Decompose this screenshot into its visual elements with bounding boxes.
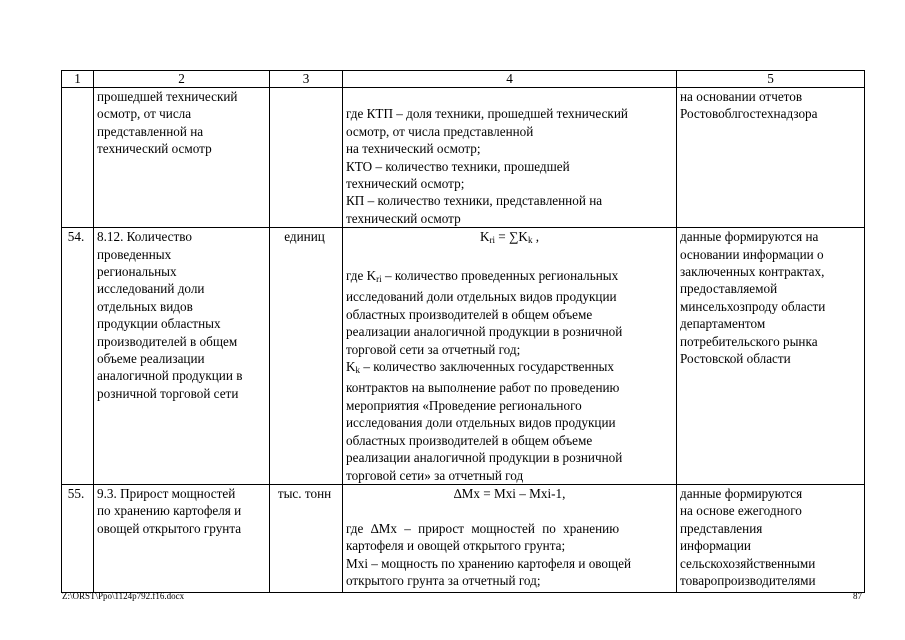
text-line: [346, 267, 673, 288]
subscript: k: [355, 365, 361, 376]
header-cell-1: 1: [62, 71, 94, 88]
text-line: реализации аналогичной продукции в розничной: [346, 324, 623, 340]
text-line: производителей в общем: [97, 333, 238, 349]
text-line: продукции областных: [97, 316, 221, 332]
text-line: минсельхозпроду области: [680, 298, 826, 314]
text-line: открытого грунта за отчетный год;: [346, 572, 541, 588]
text-line: проведенных: [97, 246, 172, 262]
formula: [346, 228, 673, 249]
text-line: областных производителей в общем объеме: [346, 306, 593, 322]
text-line: мероприятия «Проведение регионального: [346, 397, 582, 413]
text-line: исследований доли: [97, 281, 205, 297]
footer-file-path: Z:\ORST\Ppo\1124p792.f16.docx: [62, 591, 185, 601]
formula-subscript: k: [527, 235, 533, 246]
row-number-cell: [62, 88, 94, 228]
text-line: сельскохозяйственными: [680, 555, 816, 571]
text-line: заключенных контрактах,: [680, 264, 825, 280]
text-line: 9.3. Прирост мощностей: [97, 485, 236, 501]
formula-subscript: ri: [489, 235, 495, 246]
table-row-55: [62, 484, 865, 592]
text-line: Ростовской области: [680, 351, 791, 367]
text-line: представленной на: [97, 123, 204, 139]
indicator-name-cell: [94, 484, 270, 592]
row-number-cell: 54.: [62, 228, 94, 485]
text-line: данные формируются: [680, 485, 803, 501]
subscript: ri: [376, 274, 382, 285]
unit-cell: единиц: [270, 228, 343, 485]
text-line: на основании отчетов: [680, 89, 803, 104]
text-line: отдельных видов: [97, 298, 193, 314]
text-line: где ∆Мх – прирост мощностей по хранению: [346, 520, 620, 536]
text-line: Ростовоблгостехнадзора: [680, 106, 818, 122]
table-row-54: [62, 228, 865, 485]
text-line: торговой сети за отчетный год;: [346, 341, 521, 357]
text-line: информации: [680, 538, 751, 554]
text-line: потребительского рынка: [680, 333, 818, 349]
header-cell-5: 5: [677, 71, 865, 88]
text-line: на технический осмотр;: [346, 141, 481, 157]
text-line: технический осмотр;: [346, 176, 465, 192]
text-line: товаропроизводителями: [680, 572, 816, 588]
unit-cell: [270, 88, 343, 228]
text-line: основании информации о: [680, 246, 824, 262]
text-line: на основе ежегодного: [680, 503, 802, 519]
text-line: овощей открытого грунта: [97, 520, 242, 536]
text-part: – количество заключенных государственных: [360, 359, 615, 375]
text-part: K: [346, 359, 356, 375]
unit-cell: тыс. тонн: [270, 484, 343, 592]
page-number: 87: [853, 591, 862, 601]
text-line: осмотр, от числа представленной: [346, 123, 534, 139]
text-line: объеме реализации: [97, 351, 205, 367]
table-row-continued: [62, 88, 865, 228]
header-cell-3: 3: [270, 71, 343, 88]
text-line: технический осмотр: [346, 210, 461, 226]
text-line: Мхi – мощность по хранению картофеля и овощей: [346, 555, 632, 571]
text-line: [346, 358, 673, 379]
indicator-name-cell: [94, 228, 270, 485]
formula-part: ,: [532, 229, 540, 245]
source-cell: [677, 228, 865, 485]
row-number-cell: 55.: [62, 484, 94, 592]
text-line: региональных: [97, 264, 177, 280]
method-cell: [343, 484, 677, 592]
method-cell: [343, 88, 677, 228]
text-line: контрактов на выполнение работ по проведению: [346, 380, 620, 396]
text-line: осмотр, от числа: [97, 106, 192, 122]
text-line: по хранению картофеля и: [97, 503, 242, 519]
formula-part: K: [479, 229, 490, 245]
text-line: областных производителей в общем объеме: [346, 432, 593, 448]
header-cell-4: 4: [343, 71, 677, 88]
formula-part: = ∑K: [494, 229, 528, 245]
source-cell: [677, 88, 865, 228]
header-cell-2: 2: [94, 71, 270, 88]
indicator-name-cell: [94, 88, 270, 228]
text-line: департаментом: [680, 316, 766, 332]
text-line: торговой сети» за отчетный год: [346, 467, 524, 483]
text-line: реализации аналогичной продукции в розничной: [346, 450, 623, 466]
text-line: данные формируются на: [680, 229, 819, 245]
indicators-table: [61, 70, 865, 593]
text-line: аналогичной продукции в: [97, 368, 243, 384]
source-cell: [677, 484, 865, 592]
text-part: – количество проведенных региональных: [381, 268, 619, 284]
text-line: КТО – количество техники, прошедшей: [346, 158, 570, 174]
text-line: 8.12. Количество: [97, 229, 193, 245]
text-part: где K: [346, 268, 377, 284]
formula: ∆Мх = Мхi – Мхi-1,: [453, 485, 566, 501]
text-line: картофеля и овощей открытого грунта;: [346, 538, 566, 554]
text-line: КП – количество техники, представленной на: [346, 193, 603, 209]
text-line: предоставляемой: [680, 281, 778, 297]
text-line: исследования доли отдельных видов продукции: [346, 415, 616, 431]
text-line: представления: [680, 520, 763, 536]
text-line: технический осмотр: [97, 141, 212, 157]
text-line: исследований доли отдельных видов продукции: [346, 289, 617, 305]
text-line: розничной торговой сети: [97, 385, 239, 401]
method-cell: [343, 228, 677, 485]
text-line: где КТП – доля техники, прошедшей технический: [346, 106, 628, 122]
table-header-row: [62, 71, 865, 88]
text-line: прошедшей технический: [97, 89, 238, 104]
